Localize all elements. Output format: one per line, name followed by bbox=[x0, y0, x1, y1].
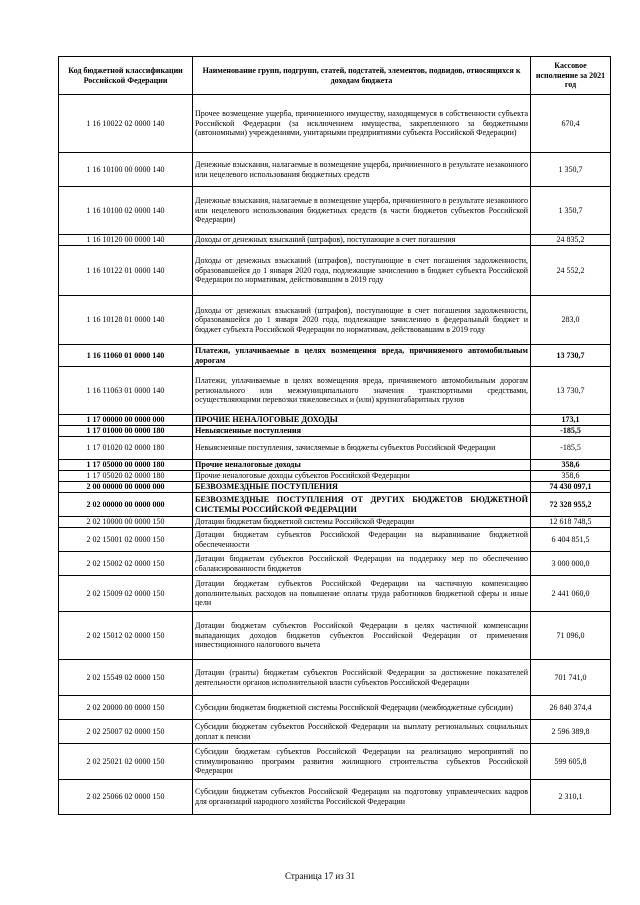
row-code: 1 16 10100 00 0000 140 bbox=[59, 153, 193, 187]
header-code: Код бюджетной классификации Российской Федерации bbox=[59, 57, 193, 95]
row-amount: 173,1 bbox=[531, 415, 611, 426]
row-name: Дотации бюджетам субъектов Российской Федерации на выравнивание бюджетной обеспеченности bbox=[193, 528, 531, 552]
row-name: Субсидии бюджетам бюджетной системы Российской Федерации (межбюджетные субсидии) bbox=[193, 696, 531, 720]
row-amount: 701 741,0 bbox=[531, 660, 611, 696]
budget-table bbox=[58, 56, 611, 815]
row-code: 1 17 05020 02 0000 180 bbox=[59, 471, 193, 482]
row-code: 2 02 25007 02 0000 150 bbox=[59, 720, 193, 744]
row-name: Доходы от денежных взысканий (штрафов), поступающие в счет погашения задолженности, образовавшейся до 1 января 2020 года, подлежащие зачислению в федеральный бюджет и бюджет субъекта Российской Федерации по нормативам, действовавшим в 2019 году bbox=[193, 296, 531, 345]
table-row bbox=[59, 576, 611, 612]
table-row bbox=[59, 153, 611, 187]
row-name: Доходы от денежных взысканий (штрафов), поступающие в счет погашения задолженности, образовавшейся до 1 января 2020 года, подлежащие зачислению в бюджет субъекта Российской Федерации по нормативам, действовавшим в 2019 году bbox=[193, 246, 531, 296]
row-amount: 1 350,7 bbox=[531, 187, 611, 235]
table-row bbox=[59, 720, 611, 744]
document-page bbox=[58, 56, 610, 815]
row-amount: 358,6 bbox=[531, 471, 611, 482]
row-amount: -185,5 bbox=[531, 426, 611, 437]
row-name: Дотации бюджетам субъектов Российской Федерации на поддержку мер по обеспечению сбалансированности бюджетов bbox=[193, 552, 531, 576]
row-name: Дотации (гранты) бюджетам субъектов Российской Федерации за достижение показателей деятельности органов исполнительной власти субъектов Российской Федерации bbox=[193, 660, 531, 696]
table-row bbox=[59, 528, 611, 552]
row-amount: 24 835,2 bbox=[531, 235, 611, 246]
table-row bbox=[59, 367, 611, 415]
table-row bbox=[59, 187, 611, 235]
table-row bbox=[59, 426, 611, 437]
row-name: Субсидии бюджетам субъектов Российской Федерации на выплату региональных социальных доплат к пенсии bbox=[193, 720, 531, 744]
row-name: ПРОЧИЕ НЕНАЛОГОВЫЕ ДОХОДЫ bbox=[193, 415, 531, 426]
table-header-row bbox=[59, 57, 611, 95]
row-amount: 3 000 000,0 bbox=[531, 552, 611, 576]
row-amount: -185,5 bbox=[531, 437, 611, 460]
row-code: 1 16 11060 01 0000 140 bbox=[59, 345, 193, 367]
row-code: 2 02 25066 02 0000 150 bbox=[59, 780, 193, 815]
header-amount: Кассовое исполнение за 2021 год bbox=[531, 57, 611, 95]
header-name: Наименование групп, подгрупп, статей, подстатей, элементов, подвидов, относящихся к доходам бюджета bbox=[193, 57, 531, 95]
row-name: Невыясненные поступления, зачисляемые в бюджеты субъектов Российской Федерации bbox=[193, 437, 531, 460]
table-row bbox=[59, 482, 611, 493]
table-row bbox=[59, 95, 611, 153]
row-name: Прочие неналоговые доходы bbox=[193, 460, 531, 471]
row-code: 2 00 00000 00 0000 000 bbox=[59, 482, 193, 493]
row-name: БЕЗВОЗМЕЗДНЫЕ ПОСТУПЛЕНИЯ ОТ ДРУГИХ БЮДЖЕТОВ БЮДЖЕТНОЙ СИСТЕМЫ РОССИЙСКОЙ ФЕДЕРАЦИИ bbox=[193, 493, 531, 517]
table-row bbox=[59, 612, 611, 660]
table-row bbox=[59, 552, 611, 576]
row-name: Дотации бюджетам субъектов Российской Федерации в целях частичной компенсации выпадающих доходов бюджетов субъектов Российской Федерации от применения инвестиционного налогового вычета bbox=[193, 612, 531, 660]
row-name: Платежи, уплачиваемые в целях возмещения вреда, причиняемого автомобильным дорогам bbox=[193, 345, 531, 367]
row-name: Субсидии бюджетам субъектов Российской Федерации на реализацию мероприятий по стимулированию программ развития жилищного строительства субъектов Российской Федерации bbox=[193, 744, 531, 780]
row-amount: 2 441 060,0 bbox=[531, 576, 611, 612]
row-code: 2 02 15012 02 0000 150 bbox=[59, 612, 193, 660]
row-code: 2 02 15002 02 0000 150 bbox=[59, 552, 193, 576]
row-amount: 26 840 374,4 bbox=[531, 696, 611, 720]
table-row bbox=[59, 437, 611, 460]
row-name: БЕЗВОЗМЕЗДНЫЕ ПОСТУПЛЕНИЯ bbox=[193, 482, 531, 493]
row-code: 2 02 00000 00 0000 000 bbox=[59, 493, 193, 517]
table-row bbox=[59, 471, 611, 482]
row-amount: 13 730,7 bbox=[531, 345, 611, 367]
row-code: 1 16 10122 01 0000 140 bbox=[59, 246, 193, 296]
row-name: Денежные взыскания, налагаемые в возмещение ущерба, причиненного в результате незаконного или нецелевого использования бюджетных средств bbox=[193, 153, 531, 187]
row-code: 1 16 10120 00 0000 140 bbox=[59, 235, 193, 246]
row-amount: 2 310,1 bbox=[531, 780, 611, 815]
row-amount: 12 618 748,5 bbox=[531, 517, 611, 528]
row-code: 1 16 10100 02 0000 140 bbox=[59, 187, 193, 235]
row-name: Платежи, уплачиваемые в целях возмещения вреда, причиняемого автомобильным дорогам регионального или межмуниципального значения транспортными средствами, осуществляющими перевозки тяжеловесных и (или) крупногабаритных грузов bbox=[193, 367, 531, 415]
table-row bbox=[59, 415, 611, 426]
row-code: 2 02 15549 02 0000 150 bbox=[59, 660, 193, 696]
table-row bbox=[59, 493, 611, 517]
row-name: Денежные взыскания, налагаемые в возмещение ущерба, причиненного в результате незаконного или нецелевого использования бюджетных средств (в части бюджетов субъектов Российской Федерации) bbox=[193, 187, 531, 235]
row-name: Доходы от денежных взысканий (штрафов), поступающие в счет погашения bbox=[193, 235, 531, 246]
row-name: Дотации бюджетам субъектов Российской Федерации на частичную компенсацию дополнительных расходов на повышение оплаты труда работников бюджетной сферы и иные цели bbox=[193, 576, 531, 612]
row-code: 1 17 01000 00 0000 180 bbox=[59, 426, 193, 437]
row-amount: 599 605,8 bbox=[531, 744, 611, 780]
row-name: Субсидии бюджетам субъектов Российской Федерации на подготовку управленческих кадров для организаций народного хозяйства Российской Федерации bbox=[193, 780, 531, 815]
row-code: 2 02 15001 02 0000 150 bbox=[59, 528, 193, 552]
row-code: 2 02 15009 02 0000 150 bbox=[59, 576, 193, 612]
row-name: Прочее возмещение ущерба, причиненного имуществу, находящемуся в собственности субъекта Российской Федерации (за исключением имущества, закрепленного за бюджетными (автономными) учреждениями, унитарными предприятиями субъекта Российской Федерации) bbox=[193, 95, 531, 153]
table-row bbox=[59, 460, 611, 471]
row-amount: 74 430 097,1 bbox=[531, 482, 611, 493]
row-amount: 6 404 851,5 bbox=[531, 528, 611, 552]
row-amount: 72 328 955,2 bbox=[531, 493, 611, 517]
table-row bbox=[59, 744, 611, 780]
row-name: Прочие неналоговые доходы субъектов Российской Федерации bbox=[193, 471, 531, 482]
table-row bbox=[59, 696, 611, 720]
row-amount: 24 552,2 bbox=[531, 246, 611, 296]
row-code: 1 17 00000 00 0000 000 bbox=[59, 415, 193, 426]
row-amount: 2 596 389,8 bbox=[531, 720, 611, 744]
row-amount: 71 096,0 bbox=[531, 612, 611, 660]
row-code: 1 17 01020 02 0000 180 bbox=[59, 437, 193, 460]
row-amount: 283,0 bbox=[531, 296, 611, 345]
row-name: Невыясненные поступления bbox=[193, 426, 531, 437]
page-footer: Страница 17 из 31 bbox=[285, 871, 355, 881]
table-row bbox=[59, 780, 611, 815]
row-amount: 670,4 bbox=[531, 95, 611, 153]
row-code: 2 02 20000 00 0000 150 bbox=[59, 696, 193, 720]
row-code: 1 17 05000 00 0000 180 bbox=[59, 460, 193, 471]
row-code: 2 02 25021 02 0000 150 bbox=[59, 744, 193, 780]
table-body bbox=[59, 95, 611, 815]
row-amount: 13 730,7 bbox=[531, 367, 611, 415]
row-code: 2 02 10000 00 0000 150 bbox=[59, 517, 193, 528]
table-row bbox=[59, 296, 611, 345]
row-name: Дотации бюджетам бюджетной системы Российской Федерации bbox=[193, 517, 531, 528]
row-code: 1 16 11063 01 0000 140 bbox=[59, 367, 193, 415]
table-row bbox=[59, 345, 611, 367]
row-amount: 358,6 bbox=[531, 460, 611, 471]
table-row bbox=[59, 517, 611, 528]
table-row bbox=[59, 660, 611, 696]
table-row bbox=[59, 246, 611, 296]
table-row bbox=[59, 235, 611, 246]
row-amount: 1 350,7 bbox=[531, 153, 611, 187]
row-code: 1 16 10128 01 0000 140 bbox=[59, 296, 193, 345]
row-code: 1 16 10022 02 0000 140 bbox=[59, 95, 193, 153]
